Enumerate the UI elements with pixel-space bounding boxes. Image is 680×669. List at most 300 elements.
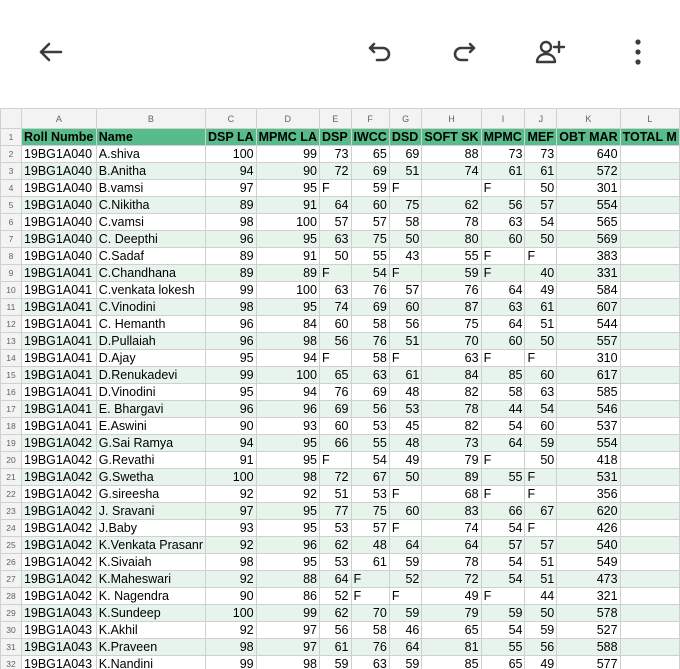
table-cell[interactable]: 99 [256,605,319,622]
table-cell[interactable]: 321 [557,588,620,605]
table-cell[interactable] [620,622,679,639]
table-cell[interactable]: F [389,588,422,605]
column-header[interactable]: A [21,109,96,129]
table-cell[interactable]: 19BG1A040 [21,163,96,180]
table-cell[interactable]: 65 [422,622,481,639]
table-cell[interactable] [620,282,679,299]
table-cell[interactable]: 55 [351,435,389,452]
table-cell[interactable]: 75 [422,316,481,333]
table-cell[interactable]: 50 [389,469,422,486]
table-cell[interactable] [620,146,679,163]
table-cell[interactable]: 59 [351,180,389,197]
table-cell[interactable]: F [481,248,525,265]
table-cell[interactable]: 91 [256,197,319,214]
table-cell[interactable]: 89 [206,248,257,265]
table-cell[interactable]: 60 [389,299,422,316]
table-cell[interactable]: F [525,520,557,537]
row-number[interactable]: 12 [1,316,22,333]
table-cell[interactable]: 19BG1A041 [21,265,96,282]
table-cell[interactable]: F [389,350,422,367]
table-cell[interactable]: C.venkata lokesh [96,282,205,299]
table-cell[interactable]: 50 [525,452,557,469]
column-header[interactable]: D [256,109,319,129]
table-cell[interactable]: K.Praveen [96,639,205,656]
table-cell[interactable]: 48 [351,537,389,554]
table-cell[interactable]: 75 [351,231,389,248]
table-cell[interactable]: 59 [481,605,525,622]
table-cell[interactable]: 89 [206,265,257,282]
table-cell[interactable]: 19BG1A042 [21,435,96,452]
table-cell[interactable]: 69 [351,384,389,401]
table-cell[interactable]: 527 [557,622,620,639]
header-cell[interactable]: Name [96,129,205,146]
table-cell[interactable]: 60 [481,231,525,248]
table-cell[interactable]: 59 [389,554,422,571]
table-cell[interactable]: G.Sai Ramya [96,435,205,452]
row-number[interactable]: 21 [1,469,22,486]
table-cell[interactable]: 63 [481,299,525,316]
table-cell[interactable]: 98 [256,469,319,486]
table-cell[interactable]: 64 [481,435,525,452]
table-cell[interactable]: B.vamsi [96,180,205,197]
table-cell[interactable]: 95 [256,435,319,452]
table-cell[interactable]: 100 [206,469,257,486]
table-cell[interactable]: 53 [319,554,351,571]
table-cell[interactable]: 96 [206,316,257,333]
table-cell[interactable]: 97 [206,503,257,520]
table-cell[interactable]: 620 [557,503,620,520]
table-cell[interactable]: 50 [525,231,557,248]
table-cell[interactable]: 100 [256,367,319,384]
table-cell[interactable]: 19BG1A042 [21,588,96,605]
redo-button[interactable] [444,32,484,72]
table-cell[interactable]: 44 [481,401,525,418]
table-cell[interactable]: D.Renukadevi [96,367,205,384]
table-cell[interactable]: 97 [256,622,319,639]
table-cell[interactable] [422,180,481,197]
table-cell[interactable]: C.Sadaf [96,248,205,265]
table-cell[interactable]: C. Deepthi [96,231,205,248]
table-cell[interactable]: 64 [481,282,525,299]
row-number[interactable]: 20 [1,452,22,469]
table-cell[interactable]: F [481,588,525,605]
table-cell[interactable] [620,384,679,401]
table-cell[interactable]: 96 [256,401,319,418]
table-cell[interactable]: 74 [422,520,481,537]
table-cell[interactable]: 19BG1A041 [21,418,96,435]
table-cell[interactable]: 57 [319,214,351,231]
table-cell[interactable]: 100 [256,214,319,231]
table-cell[interactable]: 40 [525,265,557,282]
table-cell[interactable]: F [319,452,351,469]
table-cell[interactable]: 66 [481,503,525,520]
table-cell[interactable]: 69 [351,299,389,316]
header-cell[interactable]: MPMC [481,129,525,146]
table-cell[interactable]: 577 [557,656,620,669]
table-cell[interactable] [620,639,679,656]
table-cell[interactable]: 94 [256,384,319,401]
table-cell[interactable]: 60 [525,367,557,384]
table-cell[interactable]: C.Chandhana [96,265,205,282]
table-cell[interactable]: K.Akhil [96,622,205,639]
table-cell[interactable]: 67 [525,503,557,520]
column-header[interactable]: I [481,109,525,129]
table-cell[interactable]: 98 [206,554,257,571]
header-cell[interactable]: MEF [525,129,557,146]
table-cell[interactable]: 88 [256,571,319,588]
table-cell[interactable]: 19BG1A041 [21,384,96,401]
table-cell[interactable]: 96 [256,537,319,554]
table-cell[interactable]: 53 [351,418,389,435]
column-header[interactable]: G [389,109,422,129]
row-number[interactable]: 15 [1,367,22,384]
table-cell[interactable] [620,316,679,333]
table-cell[interactable]: 78 [422,401,481,418]
table-cell[interactable]: 56 [319,622,351,639]
table-cell[interactable]: 76 [422,282,481,299]
table-cell[interactable]: 48 [389,435,422,452]
table-cell[interactable]: 58 [351,316,389,333]
table-cell[interactable]: B.Anitha [96,163,205,180]
table-cell[interactable]: 87 [422,299,481,316]
row-number[interactable]: 18 [1,418,22,435]
table-cell[interactable]: 78 [422,214,481,231]
table-cell[interactable]: 554 [557,197,620,214]
table-cell[interactable]: 19BG1A040 [21,248,96,265]
table-cell[interactable]: 64 [319,571,351,588]
table-cell[interactable]: 98 [206,214,257,231]
table-cell[interactable]: 62 [319,605,351,622]
table-cell[interactable]: 82 [422,418,481,435]
table-cell[interactable] [620,418,679,435]
table-cell[interactable] [620,333,679,350]
table-cell[interactable]: 83 [422,503,481,520]
header-cell[interactable]: IWCC [351,129,389,146]
row-number[interactable]: 4 [1,180,22,197]
table-cell[interactable] [620,588,679,605]
table-cell[interactable]: 63 [481,214,525,231]
table-cell[interactable]: 54 [525,401,557,418]
table-cell[interactable]: 50 [525,180,557,197]
row-number[interactable]: 8 [1,248,22,265]
row-number[interactable]: 2 [1,146,22,163]
row-number[interactable]: 32 [1,656,22,669]
table-cell[interactable]: 72 [422,571,481,588]
table-cell[interactable]: 77 [319,503,351,520]
table-cell[interactable]: 73 [422,435,481,452]
column-header[interactable]: F [351,109,389,129]
table-cell[interactable]: 19BG1A042 [21,537,96,554]
table-cell[interactable]: 91 [206,452,257,469]
table-cell[interactable]: 57 [389,282,422,299]
table-cell[interactable]: 50 [319,248,351,265]
table-cell[interactable]: 53 [319,520,351,537]
table-cell[interactable]: 95 [206,350,257,367]
row-number[interactable]: 17 [1,401,22,418]
table-cell[interactable]: F [481,486,525,503]
table-cell[interactable]: 59 [525,622,557,639]
table-cell[interactable]: F [389,486,422,503]
row-number[interactable]: 3 [1,163,22,180]
row-number[interactable]: 25 [1,537,22,554]
table-cell[interactable]: 19BG1A043 [21,605,96,622]
table-cell[interactable]: 64 [389,639,422,656]
table-cell[interactable]: 572 [557,163,620,180]
table-cell[interactable]: D.Pullaiah [96,333,205,350]
table-cell[interactable]: 81 [422,639,481,656]
table-cell[interactable]: 56 [319,333,351,350]
table-cell[interactable]: 70 [422,333,481,350]
table-cell[interactable]: 45 [389,418,422,435]
table-cell[interactable]: 97 [256,639,319,656]
table-cell[interactable]: 62 [422,197,481,214]
table-cell[interactable]: 95 [256,503,319,520]
table-cell[interactable]: 61 [525,299,557,316]
table-cell[interactable]: 59 [422,265,481,282]
table-cell[interactable] [620,605,679,622]
row-number[interactable]: 23 [1,503,22,520]
table-cell[interactable]: F [389,180,422,197]
table-cell[interactable] [620,554,679,571]
table-cell[interactable]: 79 [422,452,481,469]
table-cell[interactable]: 49 [422,588,481,605]
table-cell[interactable]: 49 [525,282,557,299]
table-cell[interactable]: 92 [206,486,257,503]
row-number[interactable]: 30 [1,622,22,639]
table-cell[interactable]: 19BG1A040 [21,197,96,214]
table-cell[interactable] [620,469,679,486]
table-cell[interactable]: 554 [557,435,620,452]
table-cell[interactable]: 64 [422,537,481,554]
table-cell[interactable]: 51 [525,316,557,333]
table-cell[interactable]: 100 [206,605,257,622]
row-number[interactable]: 24 [1,520,22,537]
table-cell[interactable]: 49 [525,656,557,669]
table-cell[interactable]: 67 [351,469,389,486]
table-cell[interactable]: 72 [319,469,351,486]
table-cell[interactable] [620,180,679,197]
table-cell[interactable] [620,656,679,669]
table-cell[interactable]: 537 [557,418,620,435]
table-cell[interactable]: 549 [557,554,620,571]
table-cell[interactable]: 540 [557,537,620,554]
table-cell[interactable]: 73 [319,146,351,163]
table-cell[interactable]: 19BG1A042 [21,503,96,520]
table-cell[interactable]: 93 [256,418,319,435]
table-cell[interactable]: 70 [351,605,389,622]
table-cell[interactable]: 97 [206,180,257,197]
table-cell[interactable]: 96 [206,401,257,418]
row-number[interactable]: 9 [1,265,22,282]
table-cell[interactable]: 86 [256,588,319,605]
undo-button[interactable] [360,32,400,72]
table-cell[interactable] [620,350,679,367]
table-cell[interactable]: F [389,265,422,282]
table-cell[interactable]: 63 [319,231,351,248]
table-cell[interactable]: 19BG1A040 [21,231,96,248]
table-cell[interactable]: 19BG1A042 [21,452,96,469]
table-cell[interactable]: 84 [422,367,481,384]
row-number[interactable]: 6 [1,214,22,231]
table-cell[interactable]: 92 [256,486,319,503]
row-number[interactable]: 19 [1,435,22,452]
table-cell[interactable]: 98 [206,639,257,656]
table-cell[interactable] [620,571,679,588]
table-cell[interactable]: 51 [525,554,557,571]
table-cell[interactable]: 19BG1A043 [21,622,96,639]
table-cell[interactable]: 76 [319,384,351,401]
table-cell[interactable]: 19BG1A041 [21,333,96,350]
table-cell[interactable]: 53 [351,486,389,503]
table-cell[interactable]: F [351,588,389,605]
table-cell[interactable]: 617 [557,367,620,384]
table-cell[interactable]: 55 [422,248,481,265]
table-cell[interactable] [620,537,679,554]
table-cell[interactable]: 63 [351,367,389,384]
table-cell[interactable]: F [389,520,422,537]
table-cell[interactable]: 19BG1A042 [21,554,96,571]
column-header[interactable]: K [557,109,620,129]
table-cell[interactable]: 19BG1A042 [21,486,96,503]
table-cell[interactable]: 578 [557,605,620,622]
table-cell[interactable]: 73 [481,146,525,163]
table-cell[interactable]: 61 [389,367,422,384]
table-cell[interactable]: 19BG1A042 [21,520,96,537]
table-cell[interactable] [620,520,679,537]
table-cell[interactable] [620,435,679,452]
table-cell[interactable]: 60 [525,418,557,435]
header-cell[interactable]: MPMC LA [256,129,319,146]
table-cell[interactable]: 19BG1A041 [21,401,96,418]
table-cell[interactable]: 58 [351,350,389,367]
table-cell[interactable]: 19BG1A041 [21,350,96,367]
table-cell[interactable]: 58 [351,622,389,639]
row-number[interactable]: 14 [1,350,22,367]
table-cell[interactable] [620,486,679,503]
table-cell[interactable]: K.Sivaiah [96,554,205,571]
table-cell[interactable]: 43 [389,248,422,265]
table-cell[interactable] [620,367,679,384]
table-cell[interactable]: 52 [389,571,422,588]
table-cell[interactable]: J.Baby [96,520,205,537]
table-cell[interactable]: 94 [206,435,257,452]
table-cell[interactable]: 54 [481,622,525,639]
table-cell[interactable]: 62 [319,537,351,554]
table-cell[interactable]: C.vamsi [96,214,205,231]
table-cell[interactable]: 640 [557,146,620,163]
share-button[interactable] [530,32,570,72]
table-cell[interactable]: 19BG1A040 [21,214,96,231]
row-number[interactable]: 16 [1,384,22,401]
table-cell[interactable]: 99 [256,146,319,163]
table-cell[interactable]: F [481,180,525,197]
row-number[interactable]: 1 [1,129,22,146]
table-cell[interactable]: 59 [525,435,557,452]
table-cell[interactable]: C.Vinodini [96,299,205,316]
header-cell[interactable]: SOFT SK [422,129,481,146]
table-cell[interactable]: 89 [256,265,319,282]
table-cell[interactable]: 92 [206,537,257,554]
table-cell[interactable]: E. Bhargavi [96,401,205,418]
back-button[interactable] [30,32,70,72]
table-cell[interactable]: 69 [319,401,351,418]
table-cell[interactable]: 54 [481,520,525,537]
table-cell[interactable]: 99 [206,367,257,384]
table-cell[interactable]: 94 [206,163,257,180]
table-cell[interactable]: 85 [481,367,525,384]
table-cell[interactable]: 61 [481,163,525,180]
table-cell[interactable]: 331 [557,265,620,282]
table-cell[interactable]: 60 [351,197,389,214]
table-cell[interactable]: 50 [525,333,557,350]
table-cell[interactable]: A.shiva [96,146,205,163]
column-header[interactable]: E [319,109,351,129]
table-cell[interactable]: 565 [557,214,620,231]
table-cell[interactable]: F [319,265,351,282]
table-cell[interactable]: 95 [206,384,257,401]
table-cell[interactable]: 19BG1A041 [21,367,96,384]
table-cell[interactable] [620,503,679,520]
table-cell[interactable]: 64 [481,316,525,333]
table-cell[interactable]: 64 [389,537,422,554]
table-cell[interactable]: 98 [256,333,319,350]
table-cell[interactable]: 90 [256,163,319,180]
table-cell[interactable]: 72 [319,163,351,180]
table-cell[interactable]: F [525,350,557,367]
table-cell[interactable]: 61 [525,163,557,180]
table-cell[interactable]: 60 [319,418,351,435]
row-number[interactable]: 29 [1,605,22,622]
table-cell[interactable]: 426 [557,520,620,537]
spreadsheet-grid[interactable] [0,108,680,669]
table-cell[interactable]: 73 [525,146,557,163]
column-header[interactable]: B [96,109,205,129]
table-cell[interactable]: 584 [557,282,620,299]
table-cell[interactable]: 58 [481,384,525,401]
table-cell[interactable]: 95 [256,554,319,571]
table-cell[interactable] [620,299,679,316]
table-cell[interactable]: 99 [206,656,257,669]
table-cell[interactable]: 19BG1A043 [21,639,96,656]
table-cell[interactable]: F [481,350,525,367]
table-cell[interactable]: 95 [256,299,319,316]
table-cell[interactable]: 98 [256,656,319,669]
more-options-button[interactable] [618,32,658,72]
table-cell[interactable]: 50 [525,605,557,622]
column-header[interactable]: L [620,109,679,129]
table-cell[interactable]: 54 [481,571,525,588]
table-cell[interactable]: 76 [351,639,389,656]
table-cell[interactable]: 531 [557,469,620,486]
table-cell[interactable]: 61 [351,554,389,571]
table-cell[interactable] [620,401,679,418]
table-cell[interactable]: 57 [481,537,525,554]
table-cell[interactable] [620,214,679,231]
table-cell[interactable]: 51 [525,571,557,588]
table-cell[interactable]: 82 [422,384,481,401]
table-cell[interactable]: G.sireesha [96,486,205,503]
table-cell[interactable]: 301 [557,180,620,197]
table-cell[interactable]: J. Sravani [96,503,205,520]
table-cell[interactable]: 473 [557,571,620,588]
table-cell[interactable]: 48 [389,384,422,401]
table-cell[interactable]: F [319,350,351,367]
table-cell[interactable]: 59 [389,656,422,669]
table-cell[interactable]: 78 [422,554,481,571]
table-cell[interactable]: 90 [206,418,257,435]
table-cell[interactable]: 88 [422,146,481,163]
table-cell[interactable]: 585 [557,384,620,401]
